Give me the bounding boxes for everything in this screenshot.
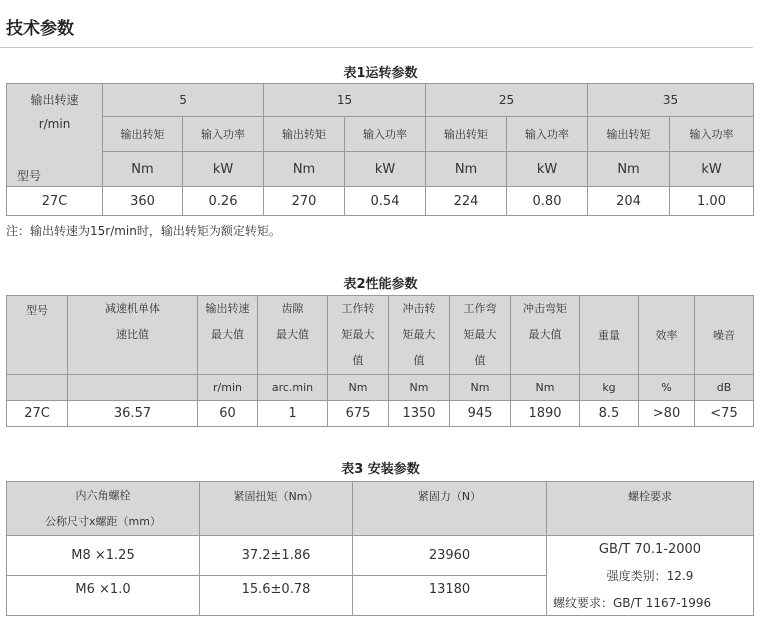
table1-note: 注：输出转速为15r/min时，输出转矩为额定转矩。 bbox=[6, 224, 281, 238]
header-model: 型号 bbox=[7, 296, 68, 375]
table-row bbox=[7, 536, 754, 576]
speed-label: 输出转速 bbox=[30, 93, 79, 107]
model-label: 型号 bbox=[17, 169, 42, 183]
unit-cell: Nm bbox=[328, 375, 389, 401]
unit-cell: kW bbox=[670, 152, 754, 187]
unit-cell bbox=[68, 375, 198, 401]
unit-cell: kg bbox=[580, 375, 639, 401]
speed-header: 15 bbox=[264, 84, 426, 117]
value-cell: 8.5 bbox=[580, 401, 639, 427]
header-torque: 紧固扭矩（Nm） bbox=[200, 482, 353, 536]
speed-header: 35 bbox=[588, 84, 754, 117]
thread-text: 螺纹要求：GB/T 1167-1996 bbox=[553, 596, 712, 610]
value-cell: 60 bbox=[198, 401, 258, 427]
sub-header: 输入功率 bbox=[345, 117, 426, 152]
unit-cell: Nm bbox=[426, 152, 507, 187]
speed-header: 5 bbox=[103, 84, 264, 117]
standard-text: GB/T 70.1-2000 bbox=[598, 542, 702, 557]
page-title: 技术参数 bbox=[6, 19, 74, 39]
header-backlash: 齿隙 最大值 bbox=[258, 296, 328, 375]
header-work-torque: 工作转 矩最大 值 bbox=[328, 296, 389, 375]
bolt-cell: M8 ×1.25 bbox=[7, 536, 200, 576]
sub-header: 输出转矩 bbox=[588, 117, 670, 152]
sub-header: 输出转矩 bbox=[426, 117, 507, 152]
table-row bbox=[7, 187, 754, 216]
unit-cell: % bbox=[639, 375, 695, 401]
table1-caption: 表1运转参数 bbox=[343, 66, 418, 81]
value-cell: >80 bbox=[639, 401, 695, 427]
header-impact-torque: 冲击转 矩最大 值 bbox=[389, 296, 450, 375]
sub-header: 输入功率 bbox=[507, 117, 588, 152]
bolt-cell: M6 ×1.0 bbox=[7, 576, 200, 616]
table1-corner-cell bbox=[7, 84, 103, 187]
value-cell: 1350 bbox=[389, 401, 450, 427]
strength-text: 强度类别：12.9 bbox=[606, 569, 694, 583]
header-ratio: 减速机单体 速比值 bbox=[68, 296, 198, 375]
torque-cell: 15.6±0.78 bbox=[200, 576, 353, 616]
sub-header: 输出转矩 bbox=[264, 117, 345, 152]
speed-unit: r/min bbox=[38, 117, 71, 131]
table3-caption: 表3 安装参数 bbox=[341, 462, 420, 477]
value-cell: 224 bbox=[426, 187, 507, 216]
unit-cell: Nm bbox=[389, 375, 450, 401]
value-cell: 204 bbox=[588, 187, 670, 216]
unit-cell: kW bbox=[183, 152, 264, 187]
value-cell: 1890 bbox=[511, 401, 580, 427]
value-cell: 0.54 bbox=[345, 187, 426, 216]
unit-cell: kW bbox=[345, 152, 426, 187]
header-noise: 噪音 bbox=[695, 296, 754, 375]
header-efficiency: 效率 bbox=[639, 296, 695, 375]
unit-cell: r/min bbox=[198, 375, 258, 401]
unit-cell: Nm bbox=[511, 375, 580, 401]
value-cell: 0.80 bbox=[507, 187, 588, 216]
force-cell: 23960 bbox=[353, 536, 547, 576]
sub-header: 输入功率 bbox=[670, 117, 754, 152]
unit-cell bbox=[7, 375, 68, 401]
value-cell: 675 bbox=[328, 401, 389, 427]
sub-header: 输入功率 bbox=[183, 117, 264, 152]
operating-parameters-table bbox=[6, 83, 754, 216]
unit-cell: Nm bbox=[588, 152, 670, 187]
value-cell: 360 bbox=[103, 187, 183, 216]
requirement-cell bbox=[547, 536, 754, 616]
performance-parameters-table bbox=[6, 295, 754, 427]
sub-header: 输出转矩 bbox=[103, 117, 183, 152]
header-weight: 重量 bbox=[580, 296, 639, 375]
torque-cell: 37.2±1.86 bbox=[200, 536, 353, 576]
unit-cell: dB bbox=[695, 375, 754, 401]
value-cell: 270 bbox=[264, 187, 345, 216]
header-bolt: 内六角螺栓 公称尺寸x螺距（mm） bbox=[7, 482, 200, 536]
force-cell: 13180 bbox=[353, 576, 547, 616]
unit-cell: kW bbox=[507, 152, 588, 187]
value-cell: 0.26 bbox=[183, 187, 264, 216]
speed-header: 25 bbox=[426, 84, 588, 117]
value-cell: 1 bbox=[258, 401, 328, 427]
unit-cell: arc.min bbox=[258, 375, 328, 401]
header-requirement: 螺栓要求 bbox=[547, 482, 754, 536]
header-impact-bending: 冲击弯矩 最大值 bbox=[511, 296, 580, 375]
value-cell: 945 bbox=[450, 401, 511, 427]
model-cell: 27C bbox=[7, 187, 103, 216]
header-work-bending: 工作弯 矩最大 值 bbox=[450, 296, 511, 375]
value-cell: <75 bbox=[695, 401, 754, 427]
unit-cell: Nm bbox=[103, 152, 183, 187]
unit-cell: Nm bbox=[450, 375, 511, 401]
header-max-speed: 输出转速 最大值 bbox=[198, 296, 258, 375]
table2-caption: 表2性能参数 bbox=[343, 277, 418, 292]
table-row bbox=[7, 401, 754, 427]
header-force: 紧固力（N） bbox=[353, 482, 547, 536]
value-cell: 27C bbox=[7, 401, 68, 427]
unit-cell: Nm bbox=[264, 152, 345, 187]
title-divider bbox=[0, 47, 753, 48]
value-cell: 1.00 bbox=[670, 187, 754, 216]
value-cell: 36.57 bbox=[68, 401, 198, 427]
installation-parameters-table bbox=[6, 481, 754, 616]
